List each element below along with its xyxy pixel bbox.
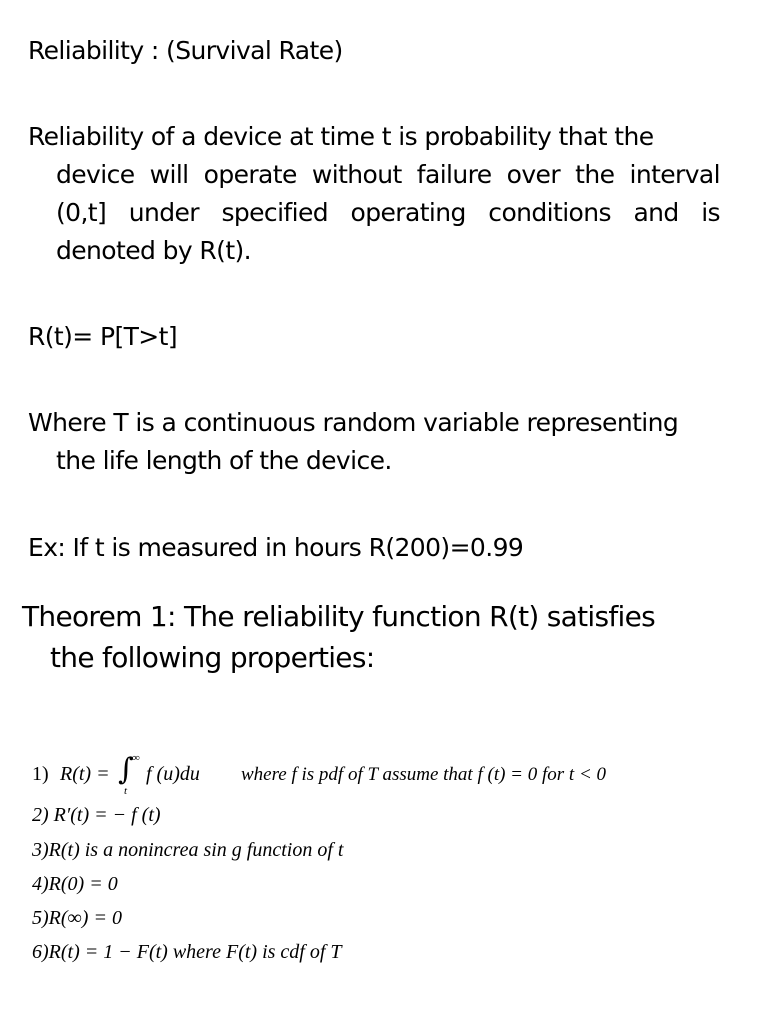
reliability-formula: R(t)= P[T>t] <box>28 322 177 351</box>
definition-line-4: denoted by R(t). <box>56 236 252 265</box>
property-5: 5)R(∞) = 0 <box>32 907 122 929</box>
where-line-2: the life length of the device. <box>56 446 392 475</box>
definition-line-3: (0,t] under specified operating conditions and is <box>56 198 720 227</box>
page-heading: Reliability : (Survival Rate) <box>28 36 343 65</box>
example-text: Ex: If t is measured in hours R(200)=0.99 <box>28 533 524 562</box>
definition-line-2: device will operate without failure over the interval <box>56 160 720 189</box>
definition-line-1: Reliability of a device at time t is probability that the <box>28 122 654 151</box>
property-1-lhs: R(t) = <box>60 763 110 785</box>
property-1-integrand: f (u)du <box>146 763 200 785</box>
property-2: 2) R′(t) = − f (t) <box>32 804 161 826</box>
where-line-1: Where T is a continuous random variable representing <box>28 408 679 437</box>
property-3: 3)R(t) is a nonincrea sin g function of t <box>32 839 344 861</box>
integral-sign: ∫ <box>118 752 134 787</box>
property-1-condition: where f is pdf of T assume that f (t) = 0 for t < 0 <box>241 764 607 785</box>
property-1-number: 1) <box>32 763 49 785</box>
theorem-line-2: the following properties: <box>50 641 375 674</box>
integral-upper-limit: ∞ <box>132 752 140 764</box>
property-4: 4)R(0) = 0 <box>32 873 118 895</box>
theorem-line-1: Theorem 1: The reliability function R(t) satisfies <box>22 600 656 633</box>
integral-lower-limit: t <box>124 785 128 797</box>
property-6: 6)R(t) = 1 − F(t) where F(t) is cdf of T <box>32 941 342 963</box>
